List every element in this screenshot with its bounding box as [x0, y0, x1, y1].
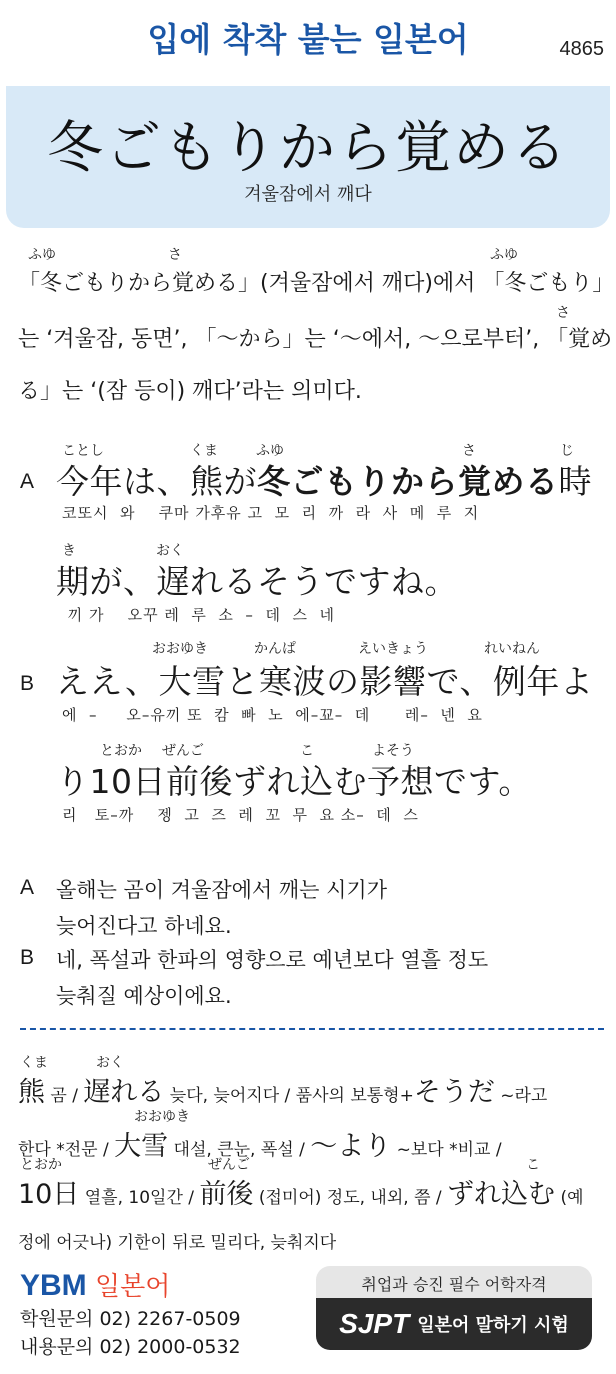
ruby-ko: こ	[300, 743, 314, 759]
ruby-sa: さ	[462, 443, 476, 459]
ruby-fuyu: ふゆ	[28, 247, 56, 263]
sjpt-bar	[316, 1298, 592, 1350]
ruby-ji: じ	[560, 443, 574, 459]
ruby-oku: おく	[156, 543, 184, 559]
vocab-word: ずれ込む	[447, 1179, 556, 1210]
page-subtitle: 겨울잠에서 깨다	[244, 184, 372, 205]
vocab-meaning: (예	[555, 1188, 584, 1208]
ybm-logo	[20, 1266, 170, 1303]
vocab-word: 大雪	[114, 1131, 169, 1162]
vocab-word: そうだ	[413, 1077, 495, 1108]
brand-text: YBM	[20, 1269, 87, 1302]
page-title: 冬ごもりから覚める	[47, 116, 569, 181]
sjpt-tagline: 취업과 승진 필수 어학자격	[361, 1275, 547, 1294]
vocab-word: 10日	[18, 1179, 80, 1210]
ruby-sa: さ	[168, 247, 182, 263]
dialogue-b-line2: り10日前後ずれ込む予想です。	[56, 762, 532, 801]
pronunciation: 에 – 오–유끼 또 캄 빠 노 에–꾜– 데 레– 넨 요	[62, 706, 483, 724]
ruby-fuyu: ふゆ	[256, 443, 284, 459]
ruby-ooyuki: おおゆき	[134, 1109, 190, 1125]
speaker-b: B	[20, 672, 35, 695]
line-text: 時	[558, 462, 592, 501]
vocab-meaning: 열흘, 10일간 /	[79, 1188, 200, 1208]
series-title: 입에 착착 붙는 일본어	[147, 20, 469, 59]
divider	[20, 1028, 604, 1030]
line-text: 今年は、熊が	[56, 462, 257, 501]
episode-number: 4865	[559, 38, 604, 60]
translation-line: 네, 폭설과 한파의 영향으로 예년보다 열흘 정도	[56, 948, 489, 972]
vocab-meaning: 늦다, 늦어지다 / 품사의 보통형+	[164, 1086, 414, 1106]
pronunciation: 리 토–까 젱 고 즈 레 꼬 무 요 소– 데 스	[62, 806, 419, 824]
vocab-row	[18, 1172, 584, 1211]
translation-speaker-b: B	[20, 946, 35, 969]
ruby-ooyuki: おおゆき	[152, 641, 208, 657]
sjpt-text: 일본어 말하기 시험	[417, 1315, 569, 1336]
ruby-kotoshi: ことし	[62, 443, 104, 459]
translation-line: 늦춰질 예상이에요.	[56, 984, 232, 1008]
vocab-row	[18, 1124, 502, 1163]
vocab-row: 정에 어긋나) 기한이 뒤로 밀리다, 늦춰지다	[18, 1233, 337, 1253]
vocab-word: 前後	[199, 1179, 254, 1210]
vocab-meaning: 곰 /	[45, 1086, 84, 1106]
vocab-row	[18, 1070, 547, 1109]
vocab-meaning: ~라고	[494, 1086, 548, 1106]
ruby-reinen: れいねん	[484, 641, 540, 657]
translation-speaker-a: A	[20, 876, 35, 899]
contact-academy: 학원문의 02) 2267-0509	[20, 1308, 241, 1330]
ruby-zengo: ぜんご	[162, 743, 204, 759]
vocab-meaning: (접미어) 정도, 내외, 쯤 /	[253, 1188, 448, 1208]
ruby-kuma: くま	[20, 1055, 48, 1071]
dialogue-a-line2: 期が、遅れるそうですね。	[56, 562, 458, 601]
dialogue-a-line1	[56, 456, 592, 503]
dialogue-b-line1: ええ、大雪と寒波の影響で、例年よ	[56, 662, 594, 701]
brand-kr-text: 일본어	[95, 1272, 171, 1302]
pronunciation: 끼 가 오꾸 레 루 소 – 데 스 네	[62, 606, 335, 624]
vocab-meaning: 대설, 큰눈, 폭설 /	[168, 1140, 311, 1160]
sjpt-banner	[316, 1266, 592, 1350]
ruby-eikyou: えいきょう	[358, 641, 428, 657]
translation-line: 늦어진다고 하네요.	[56, 914, 232, 938]
vocab-word: 熊	[18, 1077, 45, 1108]
speaker-a: A	[20, 470, 35, 493]
intro-line: 「冬ごもりから覚める」(겨울잠에서 깨다)에서 「冬ごもり」	[18, 271, 615, 296]
ruby-zengo: ぜんご	[208, 1157, 250, 1173]
ruby-ki: き	[62, 543, 76, 559]
ruby-kanpa: かんぱ	[254, 641, 296, 657]
ruby-tooka: とおか	[100, 743, 142, 759]
vocab-meaning: ~보다 *비교 /	[391, 1140, 502, 1160]
vocab-word: 遅れる	[83, 1077, 165, 1108]
translation-line: 올해는 곰이 겨울잠에서 깨는 시기가	[56, 878, 387, 902]
ruby-sa: さ	[556, 305, 570, 321]
vocab-meaning: 한다 *전문 /	[18, 1140, 115, 1160]
intro-line: る」는 ‘(잠 등이) 깨다’라는 의미다.	[18, 379, 362, 404]
intro-line: 는 ‘겨울잠, 동면’, 「〜から」는 ‘〜에서, 〜으로부터’, 「覚め	[18, 327, 613, 352]
contact-content: 내용문의 02) 2000-0532	[20, 1336, 241, 1358]
ruby-kuma: くま	[190, 443, 218, 459]
ruby-yosou: よそう	[372, 743, 414, 759]
highlight-expression: 冬ごもりから覚める	[257, 462, 559, 501]
ruby-ko: こ	[526, 1157, 540, 1173]
ruby-oku: おく	[96, 1055, 124, 1071]
pronunciation: 코또시 와 쿠마 가후유 고 모 리 까 라 사 메 루 지	[62, 504, 480, 522]
ruby-fuyu: ふゆ	[490, 247, 518, 263]
vocab-word: 〜より	[310, 1131, 392, 1162]
sjpt-logo: SJPT	[339, 1308, 410, 1339]
ruby-tooka: とおか	[20, 1157, 62, 1173]
